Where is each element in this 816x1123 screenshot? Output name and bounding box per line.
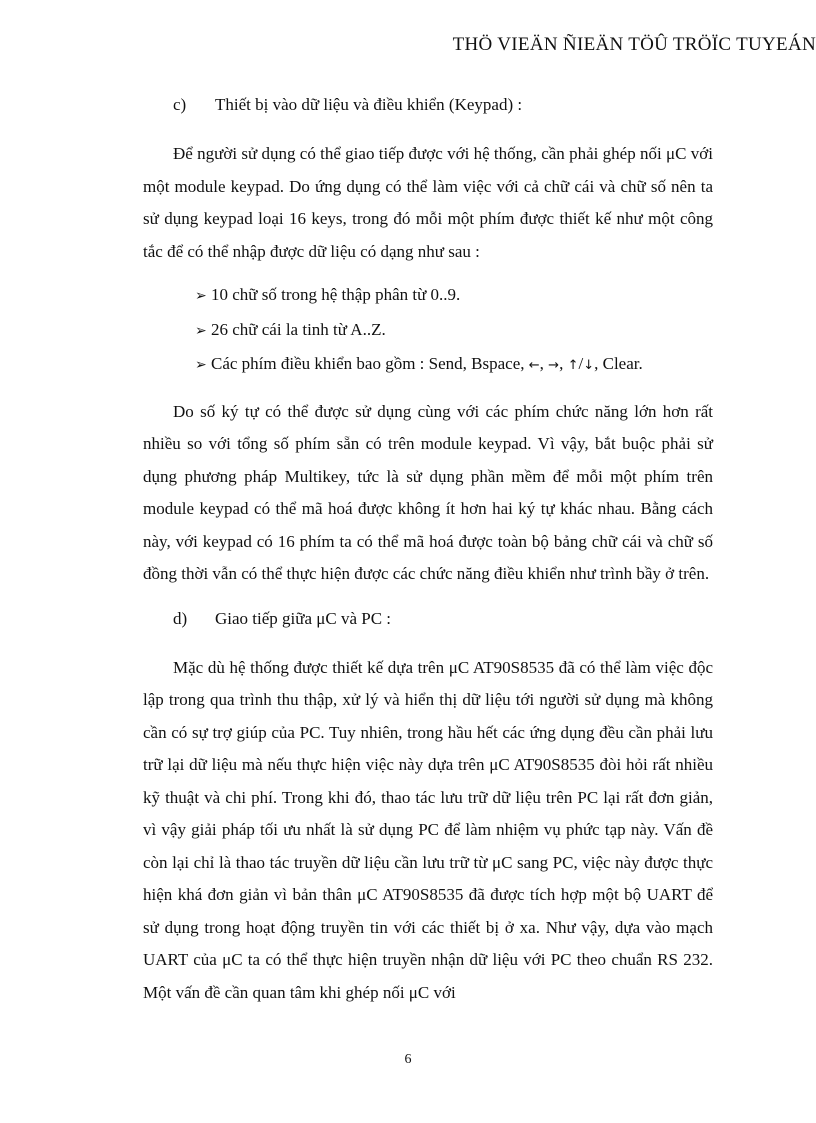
- list-item: [195, 348, 713, 383]
- arrow-bullet-icon: ➢: [195, 323, 207, 339]
- down-arrow-icon: ↓: [583, 358, 595, 373]
- section-d-title: Giao tiếp giữa μC và PC :: [215, 608, 392, 628]
- section-d-paragraph-1: Mặc dù hệ thống được thiết kế dựa trên μC AT90S8535 đã có thể làm việc độc lập trong qua trình thu thập, xử lý và hiển thị dữ liệu tới người sử dụng mà không cần có sự trợ giúp của PC. Tuy nhiên, trong hầu hết các ứng dụng đều cần phải lưu trữ lại dữ liệu mà nếu thực hiện việc này dựa trên μC AT90S8535 đòi hỏi rất nhiều kỹ thuật và chi phí. Trong khi đó, thao tác lưu trữ dữ liệu trên PC lại rất đơn giản, vì vậy giải pháp tối ưu nhất là sử dụng PC để làm nhiệm vụ phức tạp này. Vấn đề còn lại chỉ là thao tác truyền dữ liệu cần lưu trữ từ μC sang PC, việc này được thực hiện khá đơn giản vì bản thân μC AT90S8535 đã được tích hợp một bộ UART để sử dụng trong hoạt động truyền tin với các thiết bị ở xa. Như vậy, dựa vào mạch UART của μC ta có thể thực hiện truyền nhận dữ liệu với PC theo chuẩn RS 232. Một vấn đề cần quan tâm khi ghép nối μC với: [143, 657, 713, 1002]
- section-d-letter: d): [173, 608, 188, 628]
- page-header: THÖ VIEÄN ÑIEÄN TÖÛ TRÖÏC TUYEÁN: [452, 34, 816, 55]
- right-arrow-icon: →: [548, 358, 560, 373]
- separator: ,: [539, 354, 549, 373]
- list-item: [195, 279, 713, 314]
- list-item-text: 10 chữ số trong hệ thập phân từ 0..9.: [211, 285, 461, 304]
- document-body: [143, 88, 713, 1020]
- section-d-heading: [143, 602, 713, 635]
- arrow-bullet-icon: ➢: [195, 289, 207, 304]
- up-arrow-icon: ↑: [567, 358, 579, 373]
- section-c-paragraph-1: Để người sử dụng có thể giao tiếp được với hệ thống, cần phải ghép nối μC với một module keypad. Do ứng dụng có thể làm việc với cả chữ cái và chữ số nên ta sử dụng keypad loại 16 keys, trong đó mỗi một phím được thiết kế như một công tắc để có thể nhập được dữ liệu có dạng như sau :: [143, 144, 713, 261]
- list-item-suffix: , Clear.: [594, 354, 643, 373]
- keypad-input-list: [143, 279, 713, 383]
- section-c-title: Thiết bị vào dữ liệu và điều khiển (Keypad) :: [215, 95, 523, 114]
- left-arrow-icon: ←: [528, 358, 540, 373]
- list-item-text: Các phím điều khiển bao gồm : Send, Bspace,: [211, 354, 529, 373]
- page-number: 6: [404, 1052, 412, 1067]
- list-item-text: 26 chữ cái la tinh từ A..Z.: [211, 319, 386, 339]
- list-item: [195, 314, 713, 349]
- section-c-letter: c): [173, 95, 187, 114]
- separator: ,: [559, 354, 568, 373]
- arrow-bullet-icon: ➢: [195, 358, 207, 373]
- section-c-paragraph-2: Do số ký tự có thể được sử dụng cùng với các phím chức năng lớn hơn rất nhiều so với tổng số phím sẵn có trên module keypad. Vì vậy, bắt buộc phải sử dụng phương pháp Multikey, tức là sử dụng phần mềm để mỗi một phím trên module keypad có thể mã hoá được không ít hơn hai ký tự khác nhau. Bằng cách này, với keypad có 16 phím ta có thể mã hoá được toàn bộ bảng chữ cái và chữ số đồng thời vẫn có thể thực hiện được các chức năng điều khiển như trình bầy ở trên.: [143, 401, 713, 583]
- section-c-heading: [143, 88, 713, 121]
- slash: /: [578, 354, 584, 373]
